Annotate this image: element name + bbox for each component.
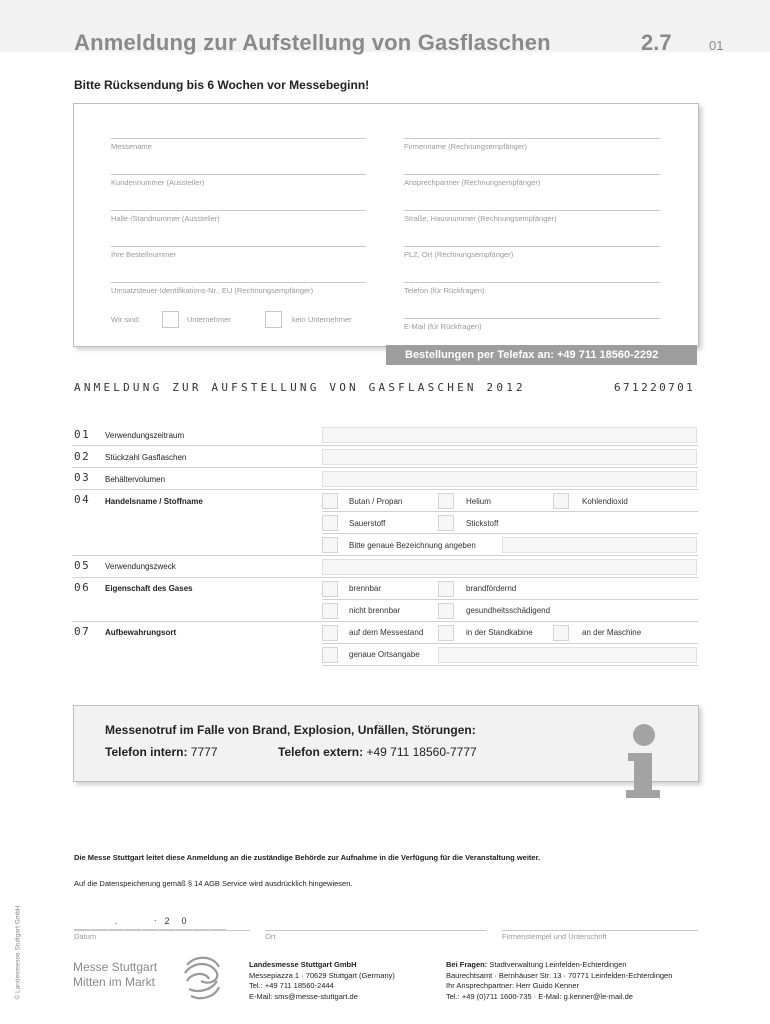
- other-gas-checkbox[interactable]: [322, 537, 338, 553]
- ortsangabe-checkbox[interactable]: [322, 647, 338, 663]
- row-label-verwendungszeitraum: Verwendungszeitraum: [105, 431, 185, 440]
- date-year-2: 2: [159, 913, 175, 930]
- row-number-03: 03: [74, 471, 91, 484]
- row-number-07: 07: [74, 625, 91, 638]
- plz-ort-field[interactable]: PLZ, Ort (Rechnungsempfänger): [404, 246, 660, 259]
- company-street: Messepiazza 1 · 70629 Stuttgart (Germany): [249, 970, 395, 980]
- row-number-05: 05: [74, 559, 91, 572]
- form-number: 2.7: [641, 30, 672, 55]
- date-day-1[interactable]: [74, 913, 90, 930]
- messename-field[interactable]: Messename: [111, 138, 366, 151]
- row-divider: [72, 621, 698, 622]
- email-field[interactable]: E-Mail (für Rückfragen): [404, 318, 660, 331]
- date-year-3[interactable]: [193, 913, 209, 930]
- emergency-box: [73, 705, 699, 782]
- date-sep-1: .: [108, 913, 124, 930]
- nicht-brennbar-checkbox[interactable]: [322, 603, 338, 619]
- maschine-checkbox[interactable]: [553, 625, 569, 641]
- datum-label: Datum: [74, 932, 97, 941]
- stickstoff-label: Stickstoff: [466, 519, 499, 528]
- brennbar-checkbox[interactable]: [322, 581, 338, 597]
- row-label-aufbewahrungsort: Aufbewahrungsort: [105, 628, 177, 637]
- date-month-1[interactable]: [125, 913, 141, 930]
- other-gas-input[interactable]: [502, 537, 697, 553]
- bestellnummer-field[interactable]: Ihre Bestellnummer: [111, 246, 366, 259]
- data-storage-note: Auf die Datenspeicherung gemäß § 14 AGB Service wird ausdrücklich hingewiesen.: [74, 879, 353, 888]
- row-divider: [322, 599, 698, 600]
- row-divider: [72, 555, 698, 556]
- row-divider: [322, 665, 698, 666]
- gesundheitsschaedigend-checkbox[interactable]: [438, 603, 454, 619]
- company-email: E-Mail: sms@messe-stuttgart.de: [249, 991, 358, 1001]
- kein-unternehmer-label: kein Unternehmer: [292, 315, 352, 324]
- helium-label: Helium: [466, 497, 491, 506]
- stempel-label: Firmenstempel und Unterschrift: [502, 932, 607, 941]
- return-notice: Bitte Rücksendung bis 6 Wochen vor Messebeginn!: [74, 78, 370, 92]
- kohlendioxid-checkbox[interactable]: [553, 493, 569, 509]
- butan-propan-checkbox[interactable]: [322, 493, 338, 509]
- strasse-field[interactable]: Straße, Hausnummer (Rechnungsempfänger): [404, 210, 660, 223]
- company-phone: Tel.: +49 711 18560-2444: [249, 981, 334, 990]
- row-divider: [322, 533, 698, 534]
- row-label-behaeltervolumen: Behältervolumen: [105, 475, 166, 484]
- row-label-handelsname: Handelsname / Stoffname: [105, 497, 203, 506]
- standkabine-label: in der Standkabine: [466, 628, 533, 637]
- contact-phone-email: Tel.: +49 (0)711 1600-735 · E-Mail: g.kenner@le-mail.de: [446, 991, 633, 1001]
- ort-label: Ort: [265, 932, 276, 941]
- row-divider: [322, 643, 698, 644]
- row-divider: [72, 489, 698, 490]
- signature-line[interactable]: [502, 930, 698, 931]
- brennbar-label: brennbar: [349, 584, 382, 593]
- standkabine-checkbox[interactable]: [438, 625, 454, 641]
- row-number-04: 04: [74, 493, 91, 506]
- logo-text: [73, 960, 157, 990]
- verwendungszweck-input[interactable]: [322, 559, 697, 575]
- unternehmer-checkbox[interactable]: [162, 311, 179, 328]
- date-year-0: 0: [176, 913, 192, 930]
- telefon-field[interactable]: Telefon (für Rückfragen): [404, 282, 660, 295]
- contact-person: Ihr Ansprechpartner: Herr Guido Kenner: [446, 981, 579, 990]
- row-divider: [322, 511, 698, 512]
- row-label-stueckzahl: Stückzahl Gasflaschen: [105, 453, 187, 462]
- row-number-02: 02: [74, 450, 91, 463]
- nicht-brennbar-label: nicht brennbar: [349, 606, 401, 615]
- emergency-internal: [105, 745, 218, 759]
- row-number-01: 01: [74, 428, 91, 441]
- date-sep-2: .: [154, 913, 157, 923]
- internal-label: Telefon intern:: [105, 745, 188, 759]
- wir-sind-label: Wir sind:: [111, 315, 141, 324]
- form-sub-number: 01: [709, 38, 724, 53]
- kein-unternehmer-checkbox[interactable]: [265, 311, 282, 328]
- page-title: Anmeldung zur Aufstellung von Gasflaschen: [74, 30, 551, 55]
- internal-number: 7777: [190, 745, 218, 759]
- form-heading: ANMELDUNG ZUR AUFSTELLUNG VON GASFLASCHEN 2012: [74, 381, 526, 394]
- behaeltervolumen-input[interactable]: [322, 471, 697, 487]
- row-divider: [72, 467, 698, 468]
- date-line: [74, 930, 250, 931]
- date-year-4[interactable]: [210, 913, 226, 930]
- contact-street: Baurechtsamt · Bernhäuser Str. 13 · 70771 Leinfelden-Echterdingen: [446, 970, 673, 980]
- brandfoerdernd-checkbox[interactable]: [438, 581, 454, 597]
- other-gas-label: Bitte genaue Bezeichnung angeben: [349, 541, 476, 550]
- gesundheitsschaedigend-label: gesundheitsschädigend: [466, 606, 551, 615]
- date-day-2[interactable]: [91, 913, 107, 930]
- brandfoerdernd-label: brandfördernd: [466, 584, 517, 593]
- contact-org: Stadtverwaltung Leinfelden-Echterdingen: [489, 960, 627, 969]
- row-number-06: 06: [74, 581, 91, 594]
- stickstoff-checkbox[interactable]: [438, 515, 454, 531]
- copyright-vertical: © Landesmesse Stuttgart GmbH: [14, 905, 22, 1000]
- sauerstoff-label: Sauerstoff: [349, 519, 386, 528]
- unternehmer-label: Unternehmer: [187, 315, 231, 324]
- ort-line[interactable]: [265, 930, 487, 931]
- row-divider: [72, 577, 698, 578]
- fax-banner: Bestellungen per Telefax an: +49 711 18560-2292: [386, 345, 697, 365]
- row-divider: [72, 445, 698, 446]
- butan-propan-label: Butan / Propan: [349, 497, 403, 506]
- kohlendioxid-label: Kohlendioxid: [582, 497, 628, 506]
- verwendungszeitraum-input[interactable]: [322, 427, 697, 443]
- messestand-checkbox[interactable]: [322, 625, 338, 641]
- maschine-label: an der Maschine: [582, 628, 642, 637]
- halle-stand-field[interactable]: Halle-/Standnummer (Aussteller): [111, 210, 366, 223]
- messestand-label: auf dem Messestand: [349, 628, 424, 637]
- sauerstoff-checkbox[interactable]: [322, 515, 338, 531]
- ortsangabe-label: genaue Ortsangabe: [349, 650, 420, 659]
- company-name: Landesmesse Stuttgart GmbH: [249, 960, 357, 969]
- logo-line-1: Messe Stuttgart: [73, 960, 158, 974]
- ust-id-field[interactable]: Umsatzsteuer-Identifikations-Nr., EU (Rechnungsempfänger): [111, 282, 366, 295]
- logo-line-2: Mitten im Markt: [73, 975, 156, 989]
- emergency-title: Messenotruf im Falle von Brand, Explosion, Unfällen, Störungen:: [105, 723, 476, 737]
- row-label-verwendungszweck: Verwendungszweck: [105, 562, 176, 571]
- forwarding-note: Die Messe Stuttgart leitet diese Anmeldung an die zuständige Behörde zur Aufnahme in die Verfügung für die Veranstaltung weiter.: [74, 853, 541, 862]
- helium-checkbox[interactable]: [438, 493, 454, 509]
- ansprechpartner-field[interactable]: Ansprechpartner (Rechnungsempfänger): [404, 174, 660, 187]
- kundennummer-field[interactable]: Kundennummer (Aussteller): [111, 174, 366, 187]
- emergency-external: [278, 745, 477, 759]
- company-address: [249, 960, 395, 1002]
- external-label: Telefon extern:: [278, 745, 364, 759]
- external-number: +49 711 18560-7777: [366, 745, 477, 759]
- questions-label: Bei Fragen:: [446, 960, 488, 969]
- messe-logo-icon: [181, 951, 223, 1003]
- firmenname-field[interactable]: Firmenname (Rechnungsempfänger): [404, 138, 660, 151]
- info-icon: [618, 722, 670, 802]
- form-code: 671220701: [614, 381, 696, 394]
- ortsangabe-input[interactable]: [438, 647, 697, 663]
- stueckzahl-input[interactable]: [322, 449, 697, 465]
- contact-address: [446, 960, 672, 1002]
- row-label-eigenschaft: Eigenschaft des Gases: [105, 584, 193, 593]
